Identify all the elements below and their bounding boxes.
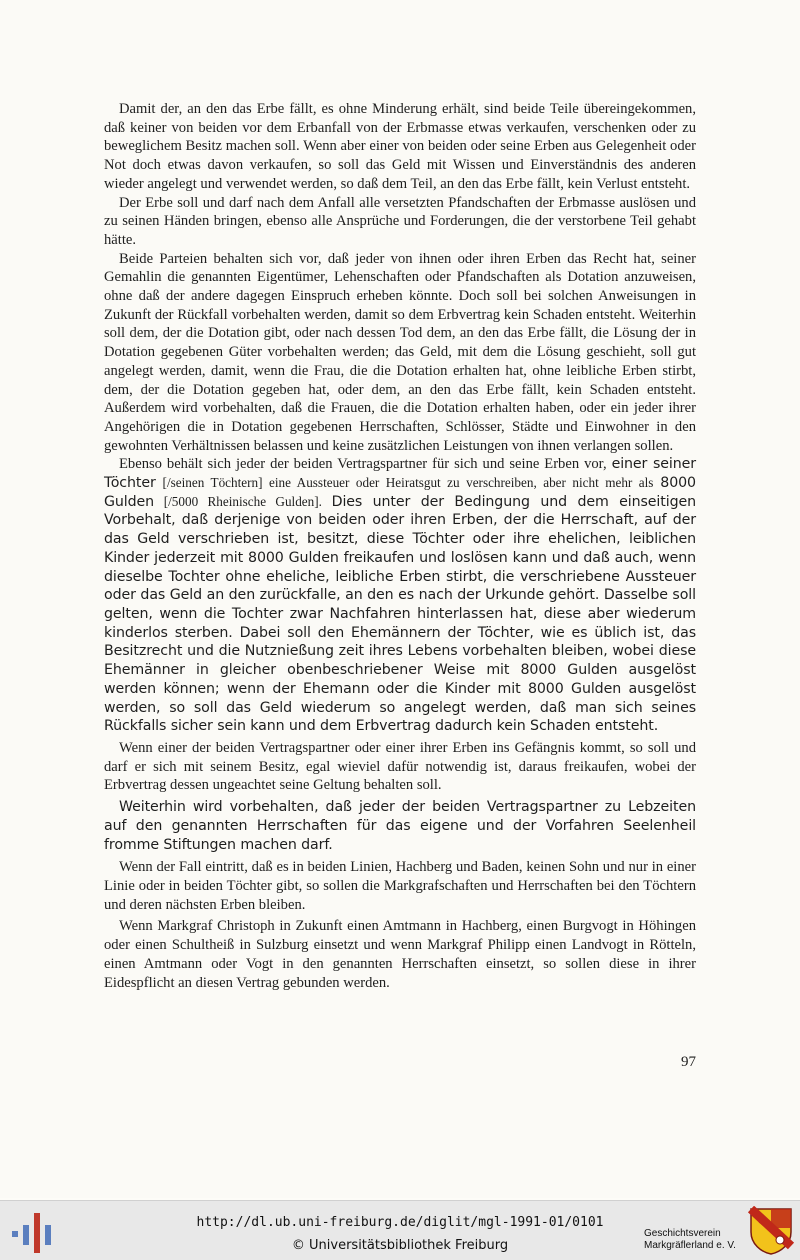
paragraph-6: Weiterhin wird vorbehalten, daß jeder der beiden Vertragspartner zu Lebzeiten auf den genannten Herrschaften für das eigene und der Vorfahren Seelenheil fromme Stiftungen machen darf. [104, 799, 696, 854]
viewer-footer [0, 1200, 800, 1260]
paragraph-4-part-d: 8000 Gulden [104, 475, 696, 510]
paragraph-4-part-a: Ebenso behält sich jeder der beiden Vertragspartner für sich und seine Erben vor, [119, 456, 607, 473]
ub-freiburg-logo-icon[interactable] [10, 1211, 54, 1255]
paragraph-1: Damit der, an den das Erbe fällt, es ohne Minderung erhält, sind beide Teile übereingekommen, daß keiner von beiden vor dem Erbanfall von der Erbmasse etwas verkaufen, verschenken oder zu beweglichem Besitz machen soll. Wenn aber einer von beiden oder seine Erben aus Gelegenheit oder Not doch etwas davon verkaufen, so soll das Geld mit Wissen und Einverständnis des anderen wieder angelegt und verwendet werden, so daß dem Teil, an den das Erbe fällt, kein Verlust entsteht. [104, 101, 696, 192]
paragraph-3: Beide Parteien behalten sich vor, daß jeder von ihnen oder ihren Erben das Recht hat, seiner Gemahlin die genannten Eigentümer, Lehenschaften oder Pfandschaften als Dotation anzuweisen, ohne daß der andere dagegen Einspruch erheben könnte. Doch soll bei solchen Anweisungen in Zukunft der Rückfall vorbehalten werden, damit so dem Erbvertrag kein Schaden entsteht. Weiterhin soll dem, der die Dotation gibt, oder nach dessen Tod dem, an den das Erbe fällt, die Lösung der in Dotation gegebenen Güter vorbehalten werden; das Geld, mit dem die Lösung geschieht, soll gut angelegt werden, damit, wenn die Frau, die die Dotation erhalten hat, ohne leibliche Erben stirbt, dem, der die Dotation gegeben hat, oder dem, an den das Erbe fällt, kein Schaden entsteht. Außerdem wird vorbehalten, daß die Frauen, die die Dotation erhalten haben, oder ein jeder ihrer Angehörigen die in Dotation gegebenen Herrschaften, Schlösser, Städte und Einwohner in den gewohnten Verhältnissen belassen und keine zusätzlichen Leistungen von ihnen verlangen sollen. [104, 250, 696, 454]
paragraph-4 [104, 455, 696, 736]
society-name [644, 1228, 736, 1252]
footer-copyright: © Universitätsbibliothek Freiburg [291, 1238, 509, 1253]
paragraph-4-part-f: Dies unter der Bedingung und dem einseitigen Vorbehalt, daß derjenige von beiden oder ihren Erben, der die Herrschaft, auf der das Geld verschrieben ist, besitzt, diese Töchter oder ihre ehelichen, leiblichen Kinder jederzeit mit 8000 Gulden freikaufen und loslösen kann und daß auch, wenn dieselbe Tochter ohne eheliche, leibliche Erben stirbt, die verschriebene Aussteuer oder das Geld an den zurückfalle, an den es nach der Urkunde gehört. Dasselbe soll gelten, wenn die Tochter zwar Nachfahren hinterlassen hat, diese aber wiederum kinderlos sterben. Dabei soll den Ehemännern der Töchter, wie es üblich ist, das Besitzrecht und die Nutznießung zeit ihres Lebens vorbehalten bleiben, wobei diese Ehemänner in gleicher obenbeschriebener Weise mit 8000 Gulden ausgelöst werden können; wenn der Ehemann oder die Kinder mit 8000 Gulden ausgelöst werden, so soll das Geld wiederum so angelegt werden, daß man sich seines Rückfalls sicher sein kann und dem Erbvertrag dadurch kein Schaden entsteht. [104, 493, 697, 735]
paragraph-4-part-b: einer seiner Töchter [104, 456, 697, 492]
paragraph-4-part-c: [/seinen Töchtern] eine Aussteuer oder Heiratsgut zu verschreiben, aber nicht mehr als [162, 475, 654, 491]
paragraph-4-part-e: [/5000 Rheinische Gulden]. [163, 493, 322, 509]
paragraph-2: Der Erbe soll und darf nach dem Anfall alle versetzten Pfandschaften der Erbmasse auslösen und zu seinen Händen bringen, ebenso alle Ansprüche und Forderungen, die der verstorbene Teil gehabt hätte. [104, 194, 696, 248]
society-line-2: Markgräflerland e. V. [644, 1240, 736, 1251]
footer-url-link[interactable]: http://dl.ub.uni-freiburg.de/diglit/mgl-1991-01/0101 [196, 1215, 604, 1230]
paragraph-7: Wenn der Fall eintritt, daß es in beiden Linien, Hachberg und Baden, keinen Sohn und nur in einer Linie oder in beiden Töchter gibt, so sollen die Markgrafschaften und Herrschaften bei den Töchtern und deren nächsten Erben bleiben. [104, 859, 696, 913]
paragraph-5: Wenn einer der beiden Vertragspartner oder einer ihrer Erben ins Gefängnis kommt, so soll und darf er sich mit seinem Besitz, egal wieviel dafür notwendig ist, daraus freikaufen, wobei der Erbvertrag dessen ungeachtet seine Geltung behalten soll. [104, 739, 696, 794]
page-number: 97 [681, 1054, 696, 1070]
document-body [104, 100, 696, 992]
society-line-1: Geschichtsverein [644, 1228, 721, 1239]
paragraph-8: Wenn Markgraf Christoph in Zukunft einen Amtmann in Hachberg, einen Burgvogt in Höhingen oder einen Schultheiß in Sulzburg einsetzt und wenn Markgraf Philipp einen Landvogt in Rötteln, einen Amtmann oder Vogt in den genannten Herrschaften einsetzt, so sollen diese in ihrer Eidespflicht an diesen Vertrag gebunden werden. [104, 918, 696, 991]
heraldic-crest-icon[interactable] [748, 1206, 794, 1256]
